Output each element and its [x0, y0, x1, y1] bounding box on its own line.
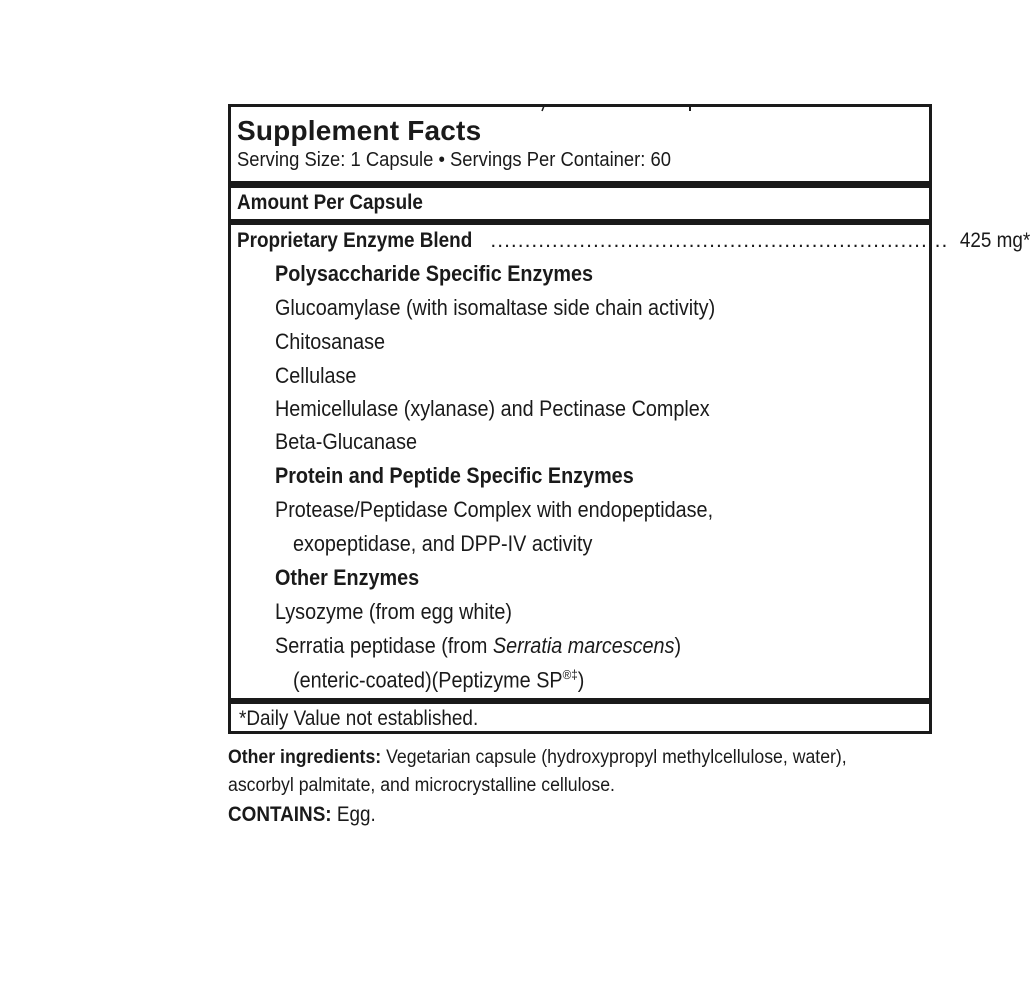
supplement-facts-panel [228, 104, 1031, 734]
group-heading: Polysaccharide Specific Enzymes [275, 261, 594, 286]
ingredient-item: Hemicellulase (xylanase) and Pectinase Complex [275, 396, 710, 421]
ingredient-item-continued [293, 667, 584, 693]
blend-amount: 425 mg* [960, 229, 1031, 252]
ingredient-item [275, 633, 681, 659]
thick-divider [231, 698, 929, 704]
blend-name: Proprietary Enzyme Blend [237, 229, 473, 252]
allergen-statement [228, 803, 376, 827]
thick-divider [231, 181, 929, 188]
ingredient-item: Chitosanase [275, 329, 386, 354]
ingredient-item-continued: exopeptidase, and DPP-IV activity [293, 531, 593, 556]
ingredient-species: Serratia marcescens [492, 633, 675, 658]
amount-per-capsule-header: Amount Per Capsule [237, 191, 423, 214]
blend-row [237, 229, 1031, 253]
other-ingredients [228, 744, 898, 800]
contains-text: Egg. [331, 803, 376, 826]
ingredient-text: ) [674, 633, 682, 658]
ingredient-item: Lysozyme (from egg white) [275, 599, 512, 624]
group-heading: Protein and Peptide Specific Enzymes [275, 463, 634, 488]
thick-divider [231, 219, 929, 225]
other-ingredients-text: Vegetarian capsule (hydroxypropyl methylcellulose, water), ascorbyl palmitate, and microcrystalline cellulose. [228, 747, 847, 796]
ingredient-text: ) [577, 667, 585, 693]
group-heading: Other Enzymes [275, 565, 420, 590]
leader-dots: ................................................................... [490, 229, 949, 252]
serving-info: Serving Size: 1 Capsule • Servings Per Container: 60 [237, 149, 671, 171]
contains-label: CONTAINS: [228, 803, 332, 826]
ingredient-item: Protease/Peptidase Complex with endopeptidase, [275, 497, 714, 522]
trademark-mark: ®‡ [562, 667, 578, 682]
ingredient-text: (enteric-coated)(Peptizyme SP [293, 667, 563, 693]
other-ingredients-label: Other ingredients: [228, 747, 382, 768]
panel-title: Supplement Facts [237, 115, 482, 146]
daily-value-footnote: *Daily Value not established. [239, 707, 479, 730]
ingredient-item: Cellulase [275, 363, 357, 388]
ingredient-item: Beta-Glucanase [275, 429, 417, 454]
ingredient-text: Serratia peptidase (from [275, 633, 493, 658]
ingredient-item: Glucoamylase (with isomaltase side chain activity) [275, 295, 716, 320]
